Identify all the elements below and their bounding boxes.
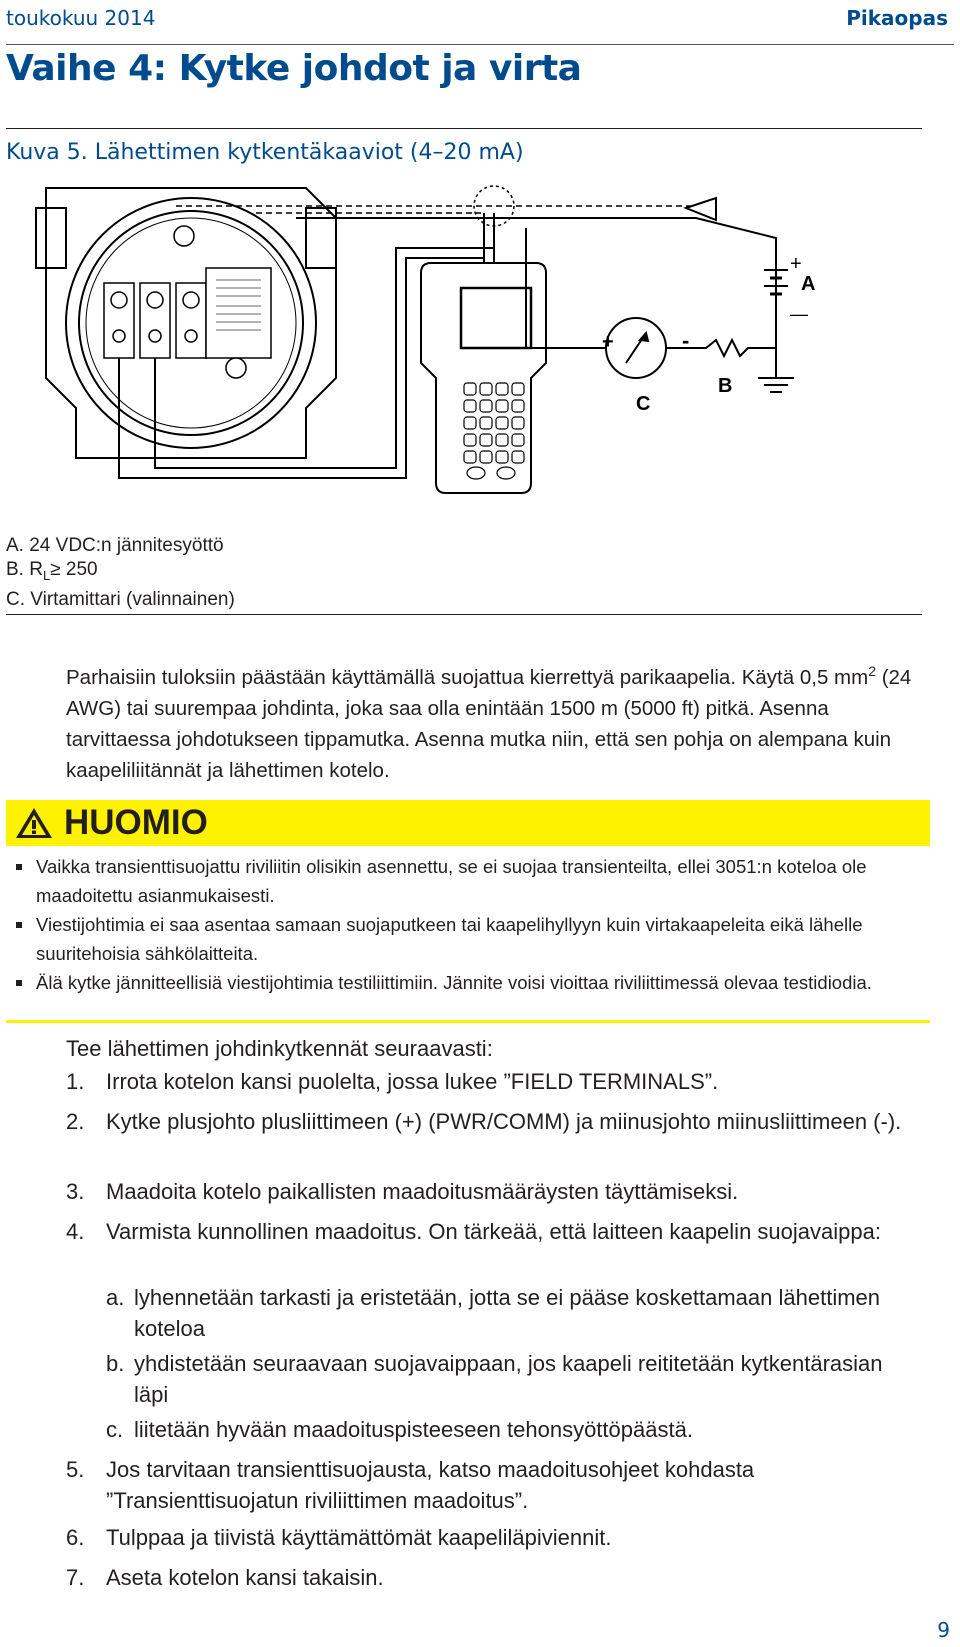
step-text: Irrota kotelon kansi puolelta, jossa lukee ”FIELD TERMINALS”. [106, 1069, 719, 1094]
shield-lines [176, 206, 696, 213]
step-number: 3. [66, 1179, 85, 1204]
legend-b-prefix: B. R [6, 559, 43, 580]
step-item [66, 1106, 916, 1137]
intro-text-2: (24 AWG) tai suurempaa johdinta, joka saa olla enintään 1500 m (5000 ft) pitkä. Asenna tarvittaessa johdotukseen tippamutka. Asenna mutka niin, että sen pohja on alempana kuin kaapeliliitännät ja lähettimen kotelo. [66, 665, 912, 782]
page-number: 9 [937, 1618, 950, 1642]
intro-text-1: Parhaisiin tuloksiin päästään käyttämällä suojattua kierrettyä parikaapelia. Käytä 0,5 mm [66, 665, 869, 689]
wiring-diagram [6, 178, 886, 518]
step-text: Tulppaa ja tiivistä käyttämättömät kaapeliläpiviennit. [106, 1525, 612, 1550]
substep-item [106, 1282, 916, 1344]
label-battery-minus: — [790, 304, 808, 324]
terminal-block [104, 226, 271, 378]
step-item [66, 1562, 916, 1593]
label-ammeter-plus: + [602, 331, 614, 353]
ammeter-symbol [606, 318, 666, 378]
label-battery-plus: + [790, 253, 802, 275]
intro-paragraph [66, 656, 916, 786]
warning-item: Vaikka transienttisuojattu riviliitin olisikin asennettu, se ei suojaa transienteilta, ellei 3051:n koteloa ole maadoitettu asianmukaisesti. [14, 852, 924, 910]
communicator-device [421, 186, 546, 493]
warning-triangle-icon [14, 806, 54, 840]
step-number: 5. [66, 1457, 85, 1482]
label-c: C [636, 393, 651, 415]
signal-triangle [686, 198, 716, 220]
warning-bottom-rule [6, 1020, 930, 1023]
substep-text: lyhennetään tarkasti ja eristetään, jotta se ei pääse koskettamaan lähettimen koteloa [134, 1285, 881, 1341]
figure-top-rule [6, 128, 922, 129]
intro-superscript: 2 [868, 663, 876, 679]
figure-caption: Kuva 5. Lähettimen kytkentäkaaviot (4–20 mA) [6, 140, 524, 165]
steps-intro: Tee lähettimen johdinkytkennät seuraavasti: [66, 1036, 493, 1061]
header-doc-title: Pikaopas [846, 6, 948, 30]
legend-item-b [6, 558, 235, 588]
label-a: A [801, 273, 816, 295]
step-text: Aseta kotelon kansi takaisin. [106, 1565, 384, 1590]
step-text: Varmista kunnollinen maadoitus. On tärkeää, että laitteen kaapelin suojavaippa: [106, 1219, 881, 1244]
step-number: 1. [66, 1069, 85, 1094]
step-item [66, 1454, 916, 1516]
step-text: Maadoita kotelo paikallisten maadoitusmääräysten täyttämiseksi. [106, 1179, 739, 1204]
page-title: Vaihe 4: Kytke johdot ja virta [6, 48, 582, 89]
step-text: Jos tarvitaan transienttisuojausta, katso maadoitusohjeet kohdasta ”Transienttisuojatun riviliittimen maadoitus”. [106, 1457, 755, 1513]
step-number: 6. [66, 1525, 85, 1550]
legend-item-a: A. 24 VDC:n jännitesyöttö [6, 535, 224, 556]
substep-text: yhdistetään seuraavaan suojavaippaan, jos kaapeli reititetään kytkentärasian läpi [134, 1351, 883, 1407]
battery-symbol [764, 238, 788, 348]
substep-text: liitetään hyvään maadoituspisteeseen tehonsyöttöpäästä. [134, 1417, 693, 1442]
step-number: 4. [66, 1219, 85, 1244]
substep-letter: b. [106, 1351, 125, 1376]
label-b: B [718, 375, 733, 397]
step-item [66, 1216, 916, 1247]
keypad [464, 383, 524, 479]
substep-item [106, 1414, 916, 1445]
legend-b-subscript: L [42, 567, 51, 583]
step-item [66, 1176, 916, 1207]
warning-list [14, 852, 924, 997]
figure-bottom-rule [6, 614, 922, 615]
step-number: 2. [66, 1109, 85, 1134]
warning-item: Viestijohtimia ei saa asentaa samaan suojaputkeen tai kaapelihyllyyn kuin virtakaapeleita eikä lähelle suuritehoisia sähkölaitteita. [14, 910, 924, 968]
step-item [66, 1066, 916, 1097]
label-ammeter-minus: - [682, 328, 690, 353]
header-divider [6, 44, 954, 45]
ground-symbol [758, 368, 794, 392]
header-date: toukokuu 2014 [6, 6, 156, 30]
figure-legend [6, 534, 235, 612]
warning-title: HUOMIO [64, 803, 208, 842]
substep-letter: c. [106, 1417, 124, 1442]
substep-letter: a. [106, 1285, 125, 1310]
legend-item-c: C. Virtamittari (valinnainen) [6, 588, 235, 610]
substep-item [106, 1348, 916, 1410]
step-item [66, 1522, 916, 1553]
step-text: Kytke plusjohto plusliittimeen (+) (PWR/COMM) ja miinusjohto miinusliittimeen (-). [106, 1109, 902, 1134]
step-number: 7. [66, 1565, 85, 1590]
warning-item: Älä kytke jännitteellisiä viestijohtimia testiliittimiin. Jännite voisi vioittaa riviliittimessä olevaa testidiodia. [14, 968, 924, 997]
legend-b-suffix: ≥ 250 [50, 559, 98, 580]
